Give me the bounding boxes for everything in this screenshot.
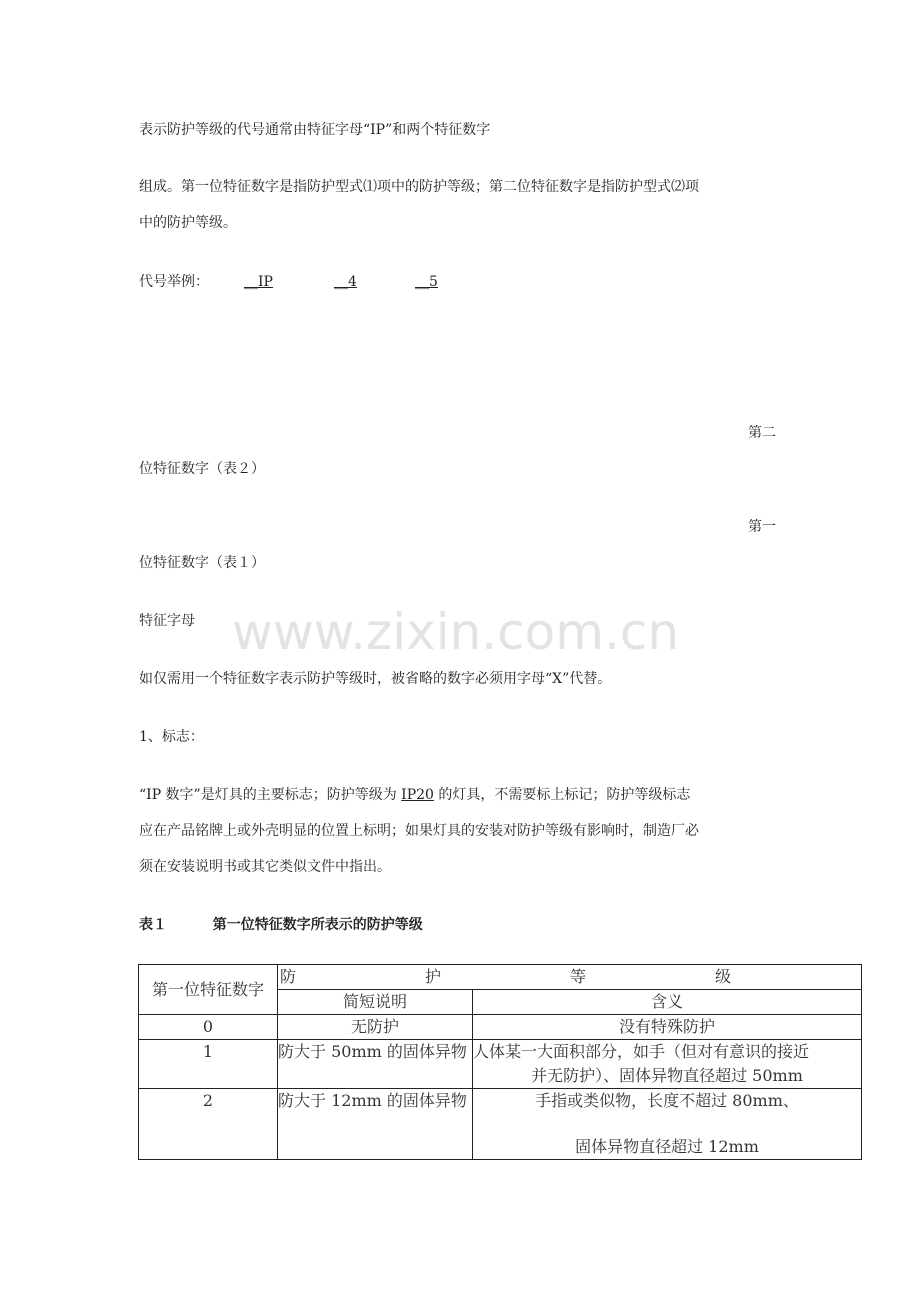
table-caption	[139, 915, 423, 935]
cell-digit: 1	[139, 1040, 278, 1089]
label-first-digit-b: 位特征数字（表１）	[139, 555, 265, 571]
label-second-digit-a: 第二	[748, 425, 776, 441]
header-meaning: 含义	[473, 990, 862, 1015]
meaning-line-2: 并无防护）、固体异物直径超过 50mm	[531, 1066, 803, 1085]
code-example-digit-5: __5	[415, 274, 438, 290]
paragraph-intro-1: 表示防护等级的代号通常由特征字母“IP”和两个特征数字	[139, 122, 491, 138]
marking-text-b: 的灯具，不需要标上标记；防护等级标志	[438, 787, 691, 803]
header-short-desc: 简短说明	[278, 990, 473, 1015]
header-char-1: 防	[280, 967, 297, 986]
cell-digit: 0	[139, 1015, 278, 1040]
watermark: www.zixin.com.cn	[232, 603, 680, 661]
protection-table	[138, 964, 862, 1160]
meaning-line-1: 手指或类似物，长度不超过 80mm、	[535, 1091, 799, 1110]
cell-short: 防大于 12mm 的固体异物	[278, 1089, 473, 1160]
code-example-ip: __IP	[244, 274, 273, 290]
cell-short: 无防护	[278, 1015, 473, 1040]
ip20-link[interactable]: IP20	[401, 787, 434, 803]
header-first-digit: 第一位特征数字	[139, 965, 278, 1015]
cell-meaning	[473, 1089, 862, 1160]
table-row	[139, 1015, 862, 1040]
code-example-digit-4: __4	[334, 274, 357, 290]
label-first-digit-a: 第一	[748, 519, 776, 535]
paragraph-marking-1	[139, 785, 690, 805]
header-char-4: 级	[714, 967, 731, 986]
meaning-line-2: 固体异物直径超过 12mm	[575, 1137, 759, 1156]
meaning-line-1: 人体某一大面积部分，如手（但对有意识的接近	[473, 1042, 810, 1061]
paragraph-intro-3: 中的防护等级。	[139, 215, 237, 231]
header-char-2: 护	[424, 967, 441, 986]
table-caption-number: 表１	[139, 917, 167, 933]
heading-marking: 1、标志：	[139, 729, 204, 745]
table-caption-title: 第一位特征数字所表示的防护等级	[212, 917, 423, 933]
table-row	[139, 1040, 862, 1089]
label-feature-letter: 特征字母	[139, 613, 195, 629]
marking-text-a: “IP 数字”是灯具的主要标志；防护等级为	[139, 787, 397, 803]
code-example-label: 代号举例：	[139, 274, 209, 290]
cell-short: 防大于 50mm 的固体异物	[278, 1040, 473, 1089]
cell-meaning	[473, 1040, 862, 1089]
cell-digit: 2	[139, 1089, 278, 1160]
paragraph-marking-3: 须在安装说明书或其它类似文件中指出。	[139, 859, 391, 875]
table-row	[139, 1089, 862, 1160]
paragraph-marking-2: 应在产品铭牌上或外壳明显的位置上标明；如果灯具的安装对防护等级有影响时，制造厂必	[139, 823, 699, 839]
cell-meaning: 没有特殊防护	[473, 1015, 862, 1040]
header-char-3: 等	[569, 967, 586, 986]
paragraph-x-note: 如仅需用一个特征数字表示防护等级时，被省略的数字必须用字母“X”代替。	[139, 671, 612, 687]
header-protection-level	[278, 965, 862, 990]
label-second-digit-b: 位特征数字（表２）	[139, 461, 265, 477]
paragraph-intro-2: 组成。第一位特征数字是指防护型式⑴项中的防护等级；第二位特征数字是指防护型式⑵项	[139, 179, 699, 195]
